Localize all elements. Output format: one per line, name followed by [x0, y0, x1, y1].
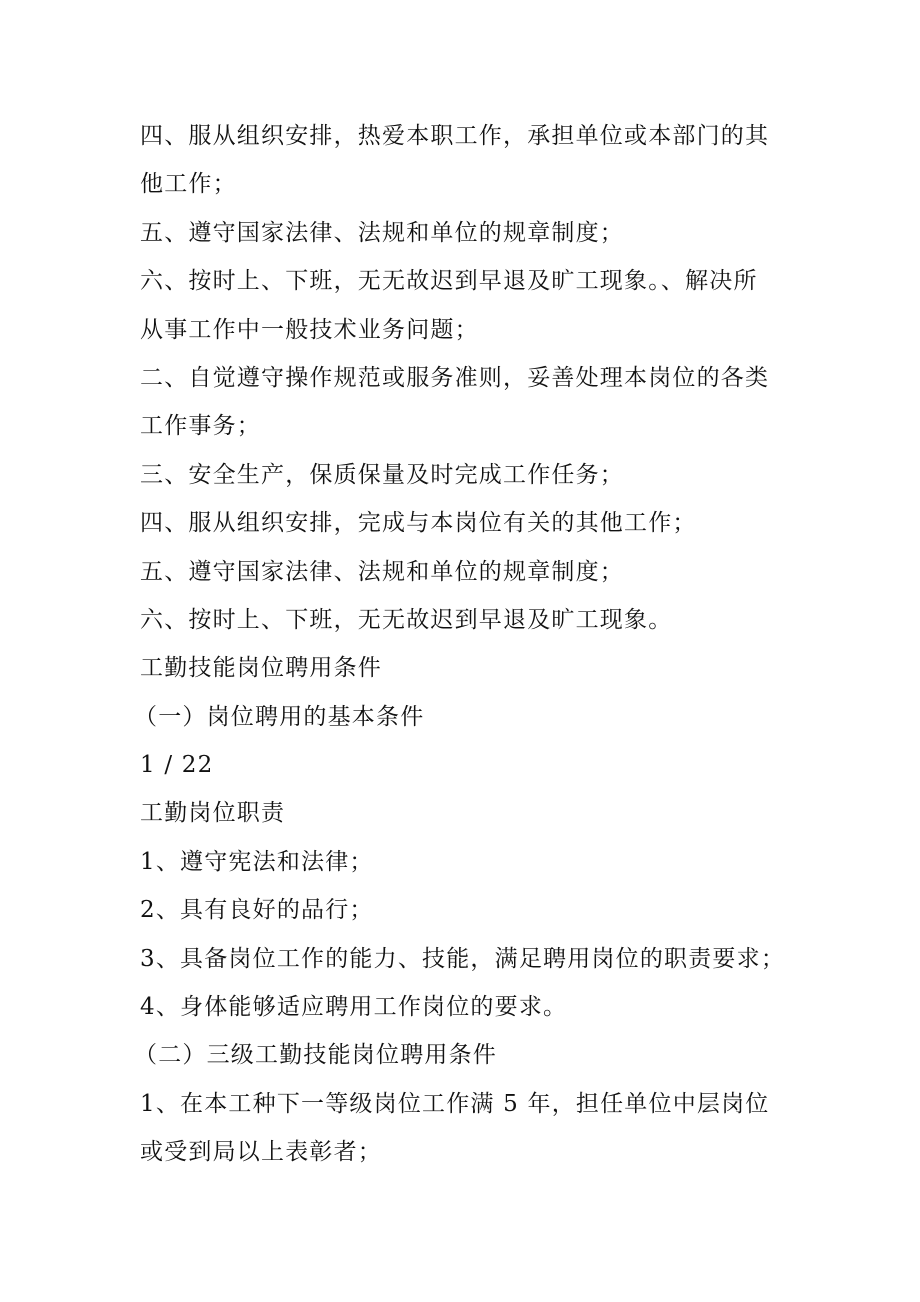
section-heading: 工勤岗位职责 — [140, 800, 286, 827]
text-line: 六、按时上、下班，无无故迟到早退及旷工现象。 — [140, 606, 673, 633]
text-line: 他工作； — [140, 171, 237, 198]
text-line: 五、遵守国家法律、法规和单位的规章制度； — [140, 219, 624, 246]
text-line: 二、自觉遵守操作规范或服务准则，妥善处理本岗位的各类 — [140, 364, 770, 391]
text-line: 或受到局以上表彰者； — [140, 1139, 382, 1166]
text-line: 四、服从组织安排，完成与本岗位有关的其他工作； — [140, 510, 697, 537]
document-body — [134, 112, 800, 1177]
text-line: 1、在本工种下一等级岗位工作满 5 年，担任单位中层岗位 — [140, 1090, 770, 1117]
text-line: 五、遵守国家法律、法规和单位的规章制度； — [140, 558, 624, 585]
subsection-heading: （二）三级工勤技能岗位聘用条件 — [134, 1042, 497, 1069]
text-line: 4、身体能够适应聘用工作岗位的要求。 — [140, 994, 568, 1021]
text-line: 2、具有良好的品行； — [140, 897, 374, 924]
section-heading: 工勤技能岗位聘用条件 — [140, 655, 382, 682]
text-line: 六、按时上、下班，无无故迟到早退及旷工现象。、解决所 — [140, 268, 758, 295]
text-line: 从事工作中一般技术业务问题； — [140, 316, 479, 343]
page-number: 1 / 22 — [140, 752, 214, 779]
text-line: 1、遵守宪法和法律； — [140, 848, 374, 875]
text-line: 3、具备岗位工作的能力、技能，满足聘用岗位的职责要求； — [140, 945, 786, 972]
text-line: 三、安全生产，保质保量及时完成工作任务； — [140, 461, 624, 488]
text-line: 四、服从组织安排，热爱本职工作，承担单位或本部门的其 — [140, 123, 770, 149]
text-line: 工作事务； — [140, 413, 261, 440]
subsection-heading: （一）岗位聘用的基本条件 — [134, 703, 425, 730]
